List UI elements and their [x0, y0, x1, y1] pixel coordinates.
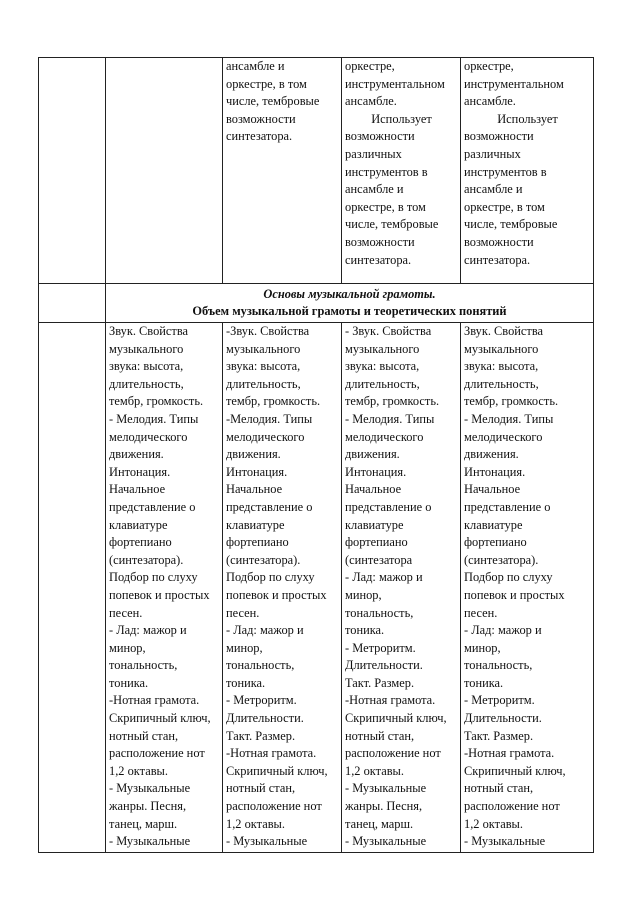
cell-text-line: оркестре, — [464, 59, 514, 73]
table-row-section-heading — [39, 284, 594, 323]
cell-text-line: представление о — [345, 499, 432, 514]
cell-text-line: Звук. Свойства — [464, 324, 544, 338]
cell-text-line: -Нотная грамота. — [464, 746, 555, 761]
cell-text-line: - Музыкальные — [464, 834, 546, 849]
cell-text-line: нотный стан, — [109, 728, 179, 743]
cell-text-line: музыкального — [109, 341, 184, 356]
cell-text-line: тоника. — [464, 675, 504, 690]
cell-text-line: Скрипичный ключ, — [464, 763, 566, 778]
cell-text-line: попевок и простых — [109, 587, 210, 602]
cell-text-line: фортепиано — [464, 535, 527, 550]
cell-text-line: - Лад: мажор и — [345, 570, 423, 585]
cell-text-line: представление о — [226, 499, 313, 514]
cell-text-line: (синтезатора — [345, 552, 413, 567]
cell-text-line: расположение нот — [109, 746, 205, 761]
cell-text-line: (синтезатора). — [226, 552, 301, 567]
cell-text-line: Интонация. — [109, 464, 171, 479]
cell-text-line: минор, — [109, 640, 146, 655]
cell-text-line: оркестре, — [345, 59, 395, 73]
cell-text-line: (синтезатора). — [109, 552, 184, 567]
cell-text-line: звука: высота, — [226, 359, 301, 374]
cell-text-line: -Нотная грамота. — [226, 746, 317, 761]
cell-text-line: -Звук. Свойства — [226, 324, 310, 338]
cell-text-line: танец, марш. — [345, 816, 414, 831]
cell-text-line: клавиатуре — [109, 517, 168, 532]
cell-text-line: нотный стан, — [345, 728, 415, 743]
cell-text-line: клавиатуре — [345, 517, 404, 532]
cell-text-line: - Музыкальные — [345, 781, 427, 796]
cell-top-col4 — [342, 58, 461, 284]
cell-text-line: Интонация. — [226, 464, 288, 479]
cell-text-line: тембр, громкость. — [345, 394, 440, 409]
cell-text-line: возможности — [345, 129, 415, 144]
cell-text-line: Начальное — [226, 482, 283, 497]
cell-text-line: 1,2 октавы. — [109, 763, 168, 778]
cell-text-line: оркестре, в том — [226, 76, 307, 91]
cell-text-line: Такт. Размер. — [226, 728, 296, 743]
cell-text-line: 1,2 октавы. — [464, 816, 523, 831]
cell-text-line: - Метроритм. — [464, 693, 535, 708]
cell-text-line: различных — [345, 146, 402, 161]
cell-text-line: мелодического — [464, 429, 543, 444]
cell-text-line: Использует — [371, 111, 432, 126]
cell-empty-col2 — [106, 58, 223, 284]
cell-text-line: возможности — [464, 234, 534, 249]
cell-text-line: тоника. — [109, 675, 149, 690]
cell-text-line: тембр, громкость. — [464, 394, 559, 409]
cell-text-line: ансамбле. — [464, 94, 516, 109]
cell-text-line: инструментов в — [345, 164, 428, 179]
cell-text-line: фортепиано — [109, 535, 172, 550]
cell-empty-col1 — [39, 58, 106, 284]
cell-text-line: ансамбле и — [464, 182, 523, 197]
cell-text-line: синтезатора. — [226, 129, 293, 144]
cell-text-line: - Лад: мажор и — [464, 623, 542, 638]
cell-text-line: - Метроритм. — [345, 640, 416, 655]
cell-theory-col2 — [106, 323, 223, 853]
cell-text-line: различных — [464, 146, 521, 161]
cell-text-line: минор, — [464, 640, 501, 655]
cell-text-line: длительность, — [464, 376, 539, 391]
cell-text-line: представление о — [109, 499, 196, 514]
cell-text-line: длительность, — [226, 376, 301, 391]
cell-theory-col5 — [461, 323, 594, 853]
cell-heading-empty — [39, 284, 106, 323]
section-title: Основы музыкальной грамоты. — [263, 287, 436, 301]
cell-text-line: попевок и простых — [464, 587, 565, 602]
cell-top-col3 — [223, 58, 342, 284]
cell-text-line: возможности — [226, 111, 296, 126]
cell-text-line: Начальное — [464, 482, 521, 497]
cell-text-line: мелодического — [345, 429, 424, 444]
cell-text-line: синтезатора. — [464, 252, 531, 267]
cell-text-line: тональность, — [464, 658, 533, 673]
cell-text-line: - Звук. Свойства — [345, 324, 432, 338]
cell-text-line: клавиатуре — [464, 517, 523, 532]
cell-text-line: Длительности. — [226, 711, 304, 726]
cell-text-line: представление о — [464, 499, 551, 514]
cell-text-line: инструментальном — [464, 76, 564, 91]
cell-text-line: - Лад: мажор и — [109, 623, 187, 638]
cell-text-line: Скрипичный ключ, — [226, 763, 328, 778]
cell-text-line: - Музыкальные — [226, 834, 308, 849]
cell-text-line: оркестре, в том — [464, 199, 545, 214]
cell-text-line: Длительности. — [464, 711, 542, 726]
cell-text-line: -Мелодия. Типы — [226, 411, 313, 426]
cell-text-line: числе, тембровые — [226, 94, 320, 109]
cell-text-line: инструментов в — [464, 164, 547, 179]
cell-text-line: Такт. Размер. — [345, 675, 415, 690]
cell-text-line: Подбор по слуху — [226, 570, 315, 585]
cell-text-line: тональность, — [345, 605, 414, 620]
table-row-continuation — [39, 58, 594, 284]
section-heading — [106, 284, 594, 323]
cell-text-line: песен. — [226, 605, 260, 620]
cell-text-line: тональность, — [109, 658, 178, 673]
cell-text-line: мелодического — [226, 429, 305, 444]
cell-text-line: длительность, — [345, 376, 420, 391]
cell-text-line: - Мелодия. Типы — [464, 411, 554, 426]
cell-text-line: -Нотная грамота. — [109, 693, 200, 708]
cell-text-line: -Нотная грамота. — [345, 693, 436, 708]
cell-text-line: музыкального — [226, 341, 301, 356]
cell-text-line: фортепиано — [226, 535, 289, 550]
cell-text-line: 1,2 октавы. — [345, 763, 404, 778]
cell-text-line: синтезатора. — [345, 252, 412, 267]
cell-text-line: минор, — [345, 587, 382, 602]
cell-text-line: 1,2 октавы. — [226, 816, 285, 831]
cell-text-line: возможности — [464, 129, 534, 144]
cell-text-line: песен. — [109, 605, 143, 620]
cell-text-line: танец, марш. — [109, 816, 178, 831]
cell-text-line: Подбор по слуху — [109, 570, 198, 585]
cell-text-line: Интонация. — [464, 464, 526, 479]
cell-theory-empty — [39, 323, 106, 853]
cell-text-line: звука: высота, — [345, 359, 420, 374]
cell-text-line: инструментальном — [345, 76, 445, 91]
cell-text-line: клавиатуре — [226, 517, 285, 532]
cell-text-line: движения. — [226, 447, 281, 462]
cell-top-col5 — [461, 58, 594, 284]
cell-theory-col3 — [223, 323, 342, 853]
cell-text-line: тоника. — [226, 675, 266, 690]
cell-text-line: Звук. Свойства — [109, 324, 189, 338]
cell-text-line: числе, тембровые — [464, 217, 558, 232]
cell-text-line: движения. — [109, 447, 164, 462]
cell-text-line: тембр, громкость. — [226, 394, 321, 409]
cell-text-line: числе, тембровые — [345, 217, 439, 232]
cell-text-line: ансамбле и — [345, 182, 404, 197]
cell-text-line: движения. — [345, 447, 400, 462]
table-row-theory — [39, 323, 594, 853]
cell-text-line: Начальное — [109, 482, 166, 497]
cell-text-line: ансамбле и — [226, 59, 285, 73]
curriculum-table — [38, 57, 594, 853]
cell-text-line: звука: высота, — [464, 359, 539, 374]
cell-text-line: ансамбле. — [345, 94, 397, 109]
cell-text-line: мелодического — [109, 429, 188, 444]
cell-text-line: тональность, — [226, 658, 295, 673]
cell-text-line: Длительности. — [345, 658, 423, 673]
cell-text-line: нотный стан, — [226, 781, 296, 796]
cell-text-line: Скрипичный ключ, — [109, 711, 211, 726]
cell-text-line: музыкального — [345, 341, 420, 356]
section-subtitle: Объем музыкальной грамоты и теоретических понятий — [192, 304, 507, 318]
cell-text-line: нотный стан, — [464, 781, 534, 796]
cell-text-line: Интонация. — [345, 464, 407, 479]
cell-text-line: минор, — [226, 640, 263, 655]
cell-text-line: жанры. Песня, — [345, 799, 423, 814]
cell-text-line: движения. — [464, 447, 519, 462]
cell-text-line: Использует — [497, 111, 558, 126]
cell-text-line: Подбор по слуху — [464, 570, 553, 585]
cell-text-line: попевок и простых — [226, 587, 327, 602]
cell-text-line: - Музыкальные — [109, 781, 191, 796]
cell-text-line: фортепиано — [345, 535, 408, 550]
cell-text-line: длительность, — [109, 376, 184, 391]
cell-text-line: Такт. Размер. — [464, 728, 534, 743]
cell-text-line: (синтезатора). — [464, 552, 539, 567]
cell-text-line: тембр, громкость. — [109, 394, 204, 409]
cell-text-line: музыкального — [464, 341, 539, 356]
cell-text-line: - Музыкальные — [345, 834, 427, 849]
cell-text-line: возможности — [345, 234, 415, 249]
cell-text-line: - Музыкальные — [109, 834, 191, 849]
cell-text-line: - Лад: мажор и — [226, 623, 304, 638]
cell-text-line: оркестре, в том — [345, 199, 426, 214]
cell-text-line: жанры. Песня, — [109, 799, 187, 814]
cell-text-line: песен. — [464, 605, 498, 620]
cell-text-line: Скрипичный ключ, — [345, 711, 447, 726]
cell-text-line: тоника. — [345, 623, 385, 638]
cell-text-line: расположение нот — [464, 799, 560, 814]
cell-text-line: Начальное — [345, 482, 402, 497]
cell-text-line: звука: высота, — [109, 359, 184, 374]
cell-text-line: расположение нот — [345, 746, 441, 761]
cell-text-line: - Мелодия. Типы — [109, 411, 199, 426]
cell-theory-col4 — [342, 323, 461, 853]
cell-text-line: расположение нот — [226, 799, 322, 814]
cell-text-line: - Мелодия. Типы — [345, 411, 435, 426]
cell-text-line: - Метроритм. — [226, 693, 297, 708]
